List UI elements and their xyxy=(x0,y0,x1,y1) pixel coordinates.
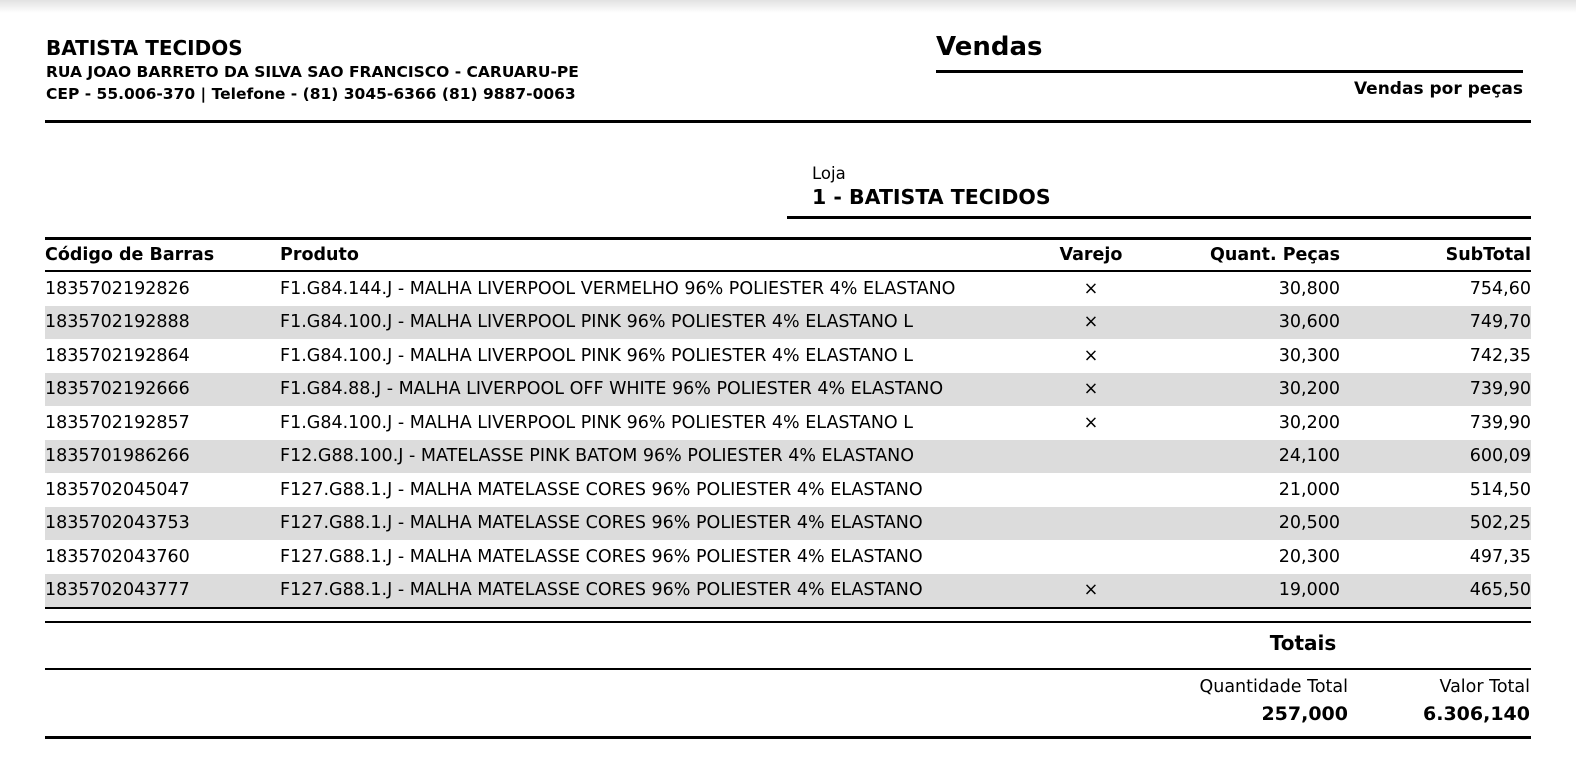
product-cell: F1.G84.100.J - MALHA LIVERPOOL PINK 96% POLIESTER 4% ELASTANO L xyxy=(280,345,914,366)
table-row xyxy=(45,473,1531,507)
store-underline xyxy=(787,216,1531,219)
table-row xyxy=(45,271,1531,306)
header-barcode: Código de Barras xyxy=(45,239,280,272)
table-row xyxy=(45,574,1531,609)
subtotal-cell: 749,70 xyxy=(1469,312,1531,333)
subtotal-cell: 739,90 xyxy=(1469,379,1531,400)
value-total-value: 6.306,140 xyxy=(1423,703,1530,725)
retail-cell: × xyxy=(1083,312,1099,333)
table-row xyxy=(45,339,1531,373)
retail-cell xyxy=(1037,440,1145,474)
quantity-total-label: Quantidade Total xyxy=(1199,677,1348,697)
barcode-cell: 1835702045047 xyxy=(45,479,190,500)
barcode-cell: 1835702043777 xyxy=(45,574,280,609)
retail-cell: × xyxy=(1083,278,1099,299)
product-cell: F1.G84.144.J - MALHA LIVERPOOL VERMELHO 96% POLIESTER 4% ELASTANO xyxy=(280,278,956,299)
quantity-cell: 24,100 xyxy=(1278,446,1340,467)
retail-cell: × xyxy=(1037,574,1145,609)
barcode-cell: 1835701986266 xyxy=(45,446,190,467)
barcode-cell: 1835702192888 xyxy=(45,312,190,333)
sales-table-header xyxy=(45,239,1531,272)
product-cell: F12.G88.100.J - MATELASSE PINK BATOM 96% POLIESTER 4% ELASTANO xyxy=(280,446,914,467)
page-top-shadow xyxy=(0,0,1576,13)
barcode-cell: 1835702192864 xyxy=(45,345,190,366)
quantity-cell: 19,000 xyxy=(1145,574,1340,609)
retail-cell xyxy=(1037,540,1145,574)
table-row xyxy=(45,406,1531,440)
report-subtitle: Vendas por peças xyxy=(1353,79,1523,99)
product-cell: F1.G84.100.J - MALHA LIVERPOOL PINK 96% POLIESTER 4% ELASTANO L xyxy=(280,312,914,333)
totals-title: Totais xyxy=(1269,631,1337,655)
retail-cell xyxy=(1037,473,1145,507)
table-row xyxy=(45,306,1531,340)
subtotal-cell: 502,25 xyxy=(1469,513,1531,534)
quantity-cell: 30,200 xyxy=(1278,412,1340,433)
subtotal-cell: 465,50 xyxy=(1340,574,1531,609)
product-cell: F127.G88.1.J - MALHA MATELASSE CORES 96% POLIESTER 4% ELASTANO xyxy=(280,513,923,534)
company-address: RUA JOAO BARRETO DA SILVA SAO FRANCISCO - CARUARU-PE xyxy=(46,63,579,81)
quantity-cell: 30,300 xyxy=(1278,345,1340,366)
subtotal-cell: 497,35 xyxy=(1469,546,1531,567)
quantity-cell: 20,300 xyxy=(1278,546,1340,567)
subtotal-cell: 600,09 xyxy=(1469,446,1531,467)
barcode-cell: 1835702043760 xyxy=(45,546,190,567)
table-row xyxy=(45,440,1531,474)
product-cell: F1.G84.88.J - MALHA LIVERPOOL OFF WHITE 96% POLIESTER 4% ELASTANO xyxy=(280,379,944,400)
value-total-label: Valor Total xyxy=(1439,677,1530,697)
subtotal-cell: 739,90 xyxy=(1469,412,1531,433)
subtotal-cell: 754,60 xyxy=(1469,278,1531,299)
retail-cell xyxy=(1037,507,1145,541)
product-cell: F127.G88.1.J - MALHA MATELASSE CORES 96% POLIESTER 4% ELASTANO xyxy=(280,574,1037,609)
retail-cell: × xyxy=(1083,379,1099,400)
barcode-cell: 1835702192826 xyxy=(45,278,190,299)
sales-table-body xyxy=(45,271,1531,608)
header-retail: Varejo xyxy=(1037,239,1145,272)
table-row xyxy=(45,507,1531,541)
header-divider xyxy=(45,120,1531,123)
quantity-cell: 30,600 xyxy=(1278,312,1340,333)
totals-bottom-rule xyxy=(45,736,1531,739)
totals-mid-rule xyxy=(45,668,1531,670)
header-quantity: Quant. Peças xyxy=(1145,239,1340,272)
header-row xyxy=(45,239,1531,272)
header-subtotal: SubTotal xyxy=(1340,239,1531,272)
report-title-underline xyxy=(936,70,1523,73)
subtotal-cell: 514,50 xyxy=(1469,479,1531,500)
quantity-cell: 20,500 xyxy=(1278,513,1340,534)
quantity-cell: 30,800 xyxy=(1278,278,1340,299)
store-label: Loja xyxy=(812,164,846,183)
barcode-cell: 1835702192857 xyxy=(45,412,190,433)
company-name: BATISTA TECIDOS xyxy=(46,36,243,60)
sales-table xyxy=(45,237,1531,609)
barcode-cell: 1835702043753 xyxy=(45,513,190,534)
table-row xyxy=(45,373,1531,407)
company-contact: CEP - 55.006-370 | Telefone - (81) 3045-6366 (81) 9887-0063 xyxy=(46,85,576,103)
table-row xyxy=(45,540,1531,574)
totals-top-rule xyxy=(45,621,1531,623)
barcode-cell: 1835702192666 xyxy=(45,379,190,400)
store-value: 1 - BATISTA TECIDOS xyxy=(812,185,1051,209)
report-title: Vendas xyxy=(936,32,1043,62)
quantity-cell: 30,200 xyxy=(1278,379,1340,400)
quantity-cell: 21,000 xyxy=(1278,479,1340,500)
header-product: Produto xyxy=(280,239,1037,272)
product-cell: F127.G88.1.J - MALHA MATELASSE CORES 96% POLIESTER 4% ELASTANO xyxy=(280,479,923,500)
retail-cell: × xyxy=(1083,412,1099,433)
quantity-total-value: 257,000 xyxy=(1261,703,1348,725)
product-cell: F1.G84.100.J - MALHA LIVERPOOL PINK 96% POLIESTER 4% ELASTANO L xyxy=(280,412,914,433)
retail-cell: × xyxy=(1083,345,1099,366)
product-cell: F127.G88.1.J - MALHA MATELASSE CORES 96% POLIESTER 4% ELASTANO xyxy=(280,546,923,567)
subtotal-cell: 742,35 xyxy=(1469,345,1531,366)
